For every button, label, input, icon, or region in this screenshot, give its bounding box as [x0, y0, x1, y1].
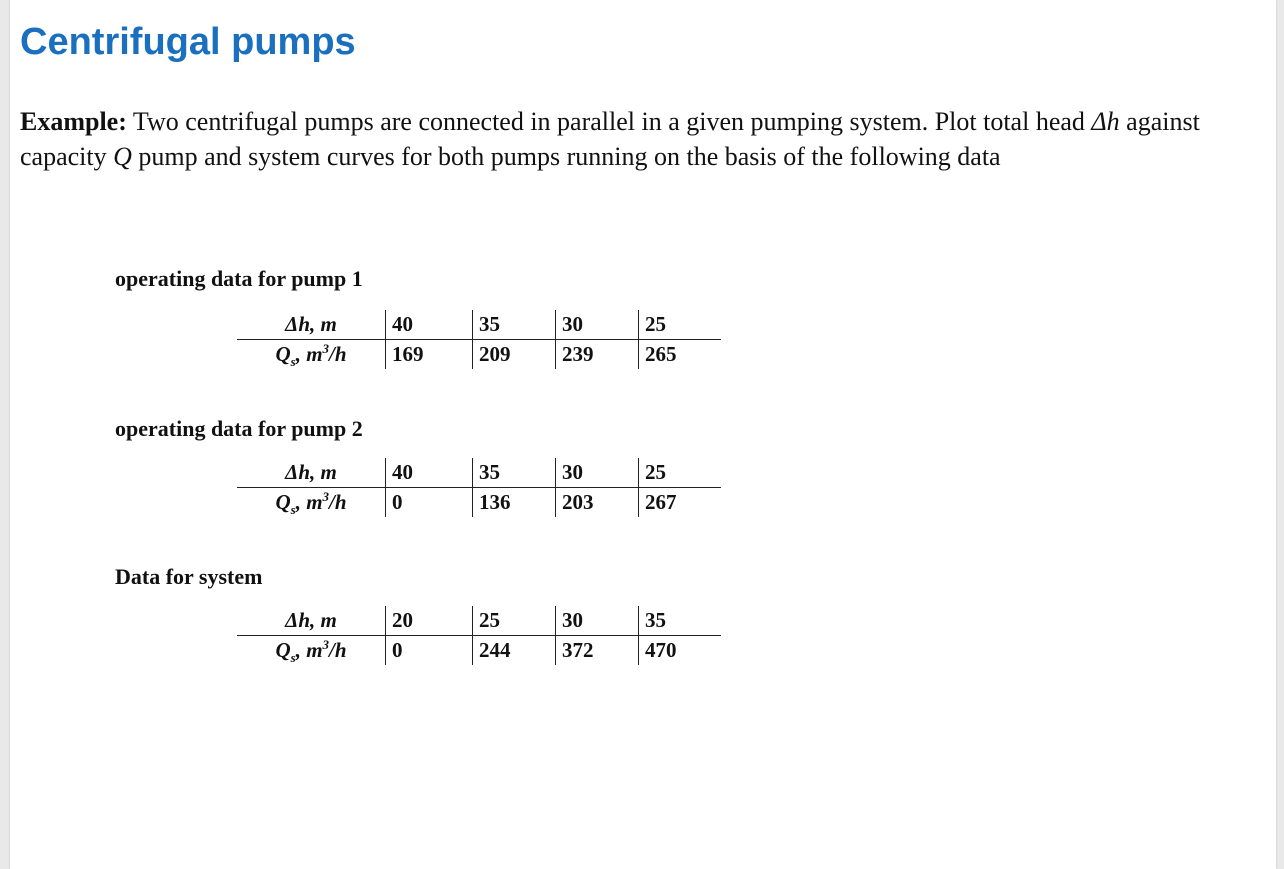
example-text-c: pump and system curves for both pumps running on the basis of the following data [131, 142, 1001, 171]
table-cell: 35 [639, 606, 722, 636]
table-cell: 239 [556, 340, 639, 370]
flow-label-unit: , m [295, 638, 323, 662]
table-cell: 35 [473, 458, 556, 488]
flow-label-exp: 3 [322, 637, 330, 652]
table-cell: 265 [639, 340, 722, 370]
table-row [237, 488, 721, 518]
table-cell: 30 [556, 310, 639, 340]
table-cell: 30 [556, 606, 639, 636]
table-cell: 372 [556, 636, 639, 666]
flow-label-per: /h [329, 490, 347, 514]
table-cell: 267 [639, 488, 722, 518]
example-lead: Example: [20, 107, 127, 136]
table-cell: 203 [556, 488, 639, 518]
flow-label-q: Q [275, 342, 291, 366]
flow-label-unit: , m [295, 490, 323, 514]
example-q: Q [113, 142, 132, 171]
flow-label-exp: 3 [322, 341, 330, 356]
head-label: Δh, m [237, 606, 386, 636]
table-cell: 136 [473, 488, 556, 518]
table-cell: 25 [473, 606, 556, 636]
flow-label-sub: s [290, 354, 296, 370]
table-cell: 35 [473, 310, 556, 340]
table-cell: 20 [386, 606, 473, 636]
table-cell: 244 [473, 636, 556, 666]
table-cell: 0 [386, 488, 473, 518]
example-paragraph [20, 104, 1260, 174]
flow-label-sub: s [290, 502, 296, 518]
flow-label-exp: 3 [322, 489, 330, 504]
flow-label-unit: , m [295, 342, 323, 366]
table-cell: 169 [386, 340, 473, 370]
example-delta-h: Δh [1091, 107, 1120, 136]
flow-label-per: /h [329, 342, 347, 366]
table-cell: 25 [639, 458, 722, 488]
page-title: Centrifugal pumps [20, 21, 356, 63]
table-cell: 0 [386, 636, 473, 666]
document-page [10, 0, 1276, 869]
table-row [237, 458, 721, 488]
flow-label [237, 636, 386, 666]
table-row [237, 636, 721, 666]
example-text-b: against capacity [20, 107, 1200, 171]
pump2-heading: operating data for pump 2 [115, 416, 363, 441]
table-cell: 40 [386, 310, 473, 340]
pump1-heading: operating data for pump 1 [115, 266, 363, 291]
table-cell: 30 [556, 458, 639, 488]
flow-label-per: /h [329, 638, 347, 662]
pump1-table [237, 310, 721, 369]
table-cell: 25 [639, 310, 722, 340]
flow-label-q: Q [275, 490, 291, 514]
head-label: Δh, m [237, 310, 386, 340]
flow-label-sub: s [290, 650, 296, 666]
flow-label-q: Q [275, 638, 291, 662]
table-cell: 209 [473, 340, 556, 370]
system-table [237, 606, 721, 665]
table-cell: 40 [386, 458, 473, 488]
head-label: Δh, m [237, 458, 386, 488]
table-row [237, 310, 721, 340]
system-heading: Data for system [115, 564, 263, 589]
example-text-a: Two centrifugal pumps are connected in parallel in a given pumping system. Plot total head [126, 107, 1092, 136]
table-row [237, 606, 721, 636]
table-cell: 470 [639, 636, 722, 666]
flow-label [237, 340, 386, 370]
pump2-table [237, 458, 721, 517]
flow-label [237, 488, 386, 518]
table-row [237, 340, 721, 370]
